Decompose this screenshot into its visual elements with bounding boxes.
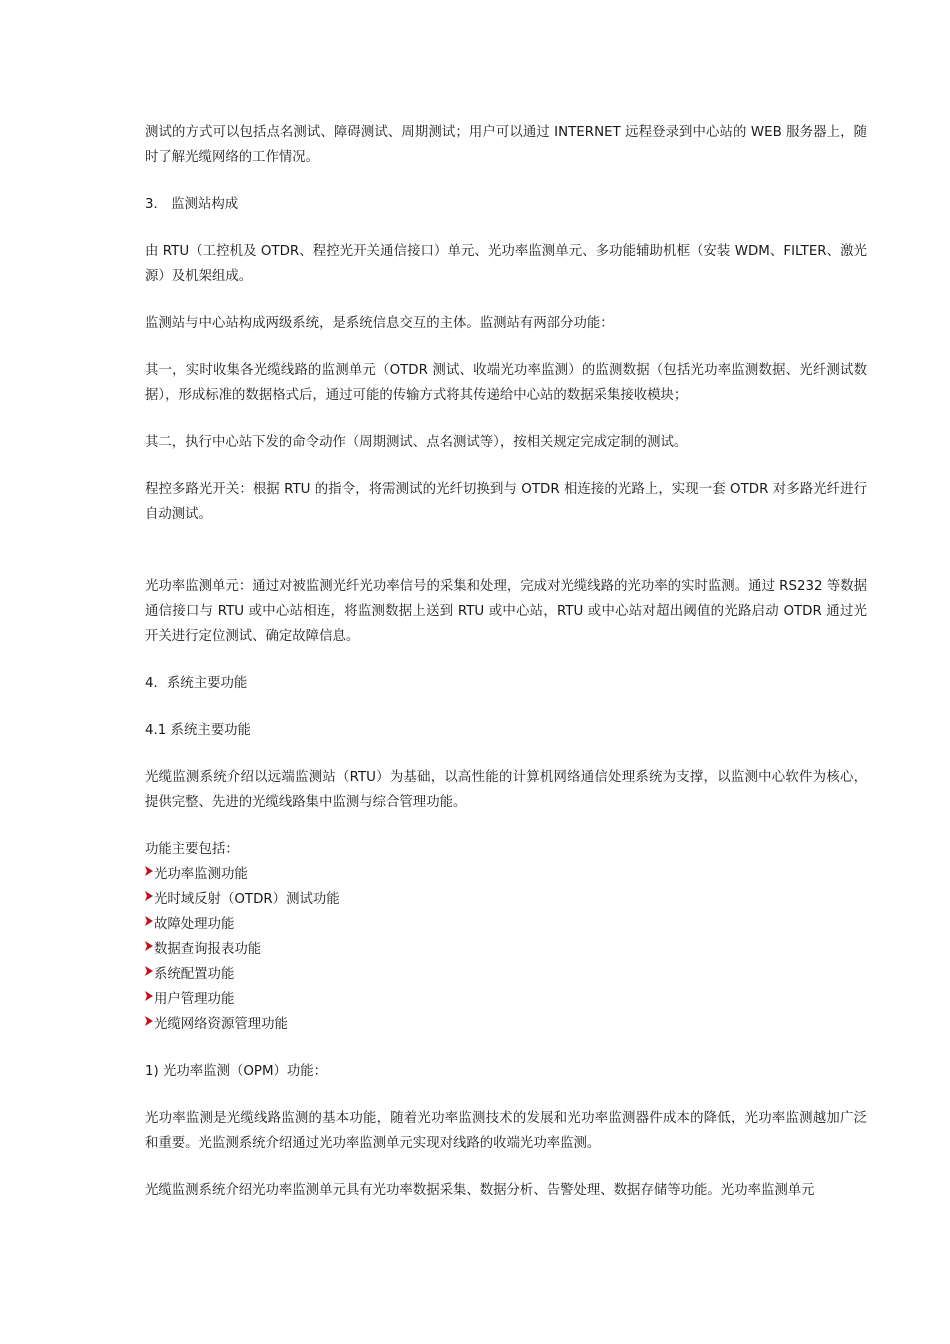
section-heading-monitoring-station: 3． 监测站构成 [145,197,239,212]
arrow-bullet-icon [145,891,153,901]
list-item [145,962,867,987]
list-item-label: 数据查询报表功能 [154,942,262,957]
arrow-bullet-icon [145,916,153,926]
section-heading-main-functions: 4．系统主要功能 [145,676,248,691]
paragraph-two-level-system: 监测站与中心站构成两级系统，是系统信息交互的主体。监测站有两部分功能： [145,316,614,331]
paragraph-system-intro: 光缆监测系统介绍以远端监测站（RTU）为基础，以高性能的计算机网络通信处理系统为支撑，以监测中心软件为核心，提供完整、先进的光缆线路集中监测与综合管理功能。 [145,770,867,810]
function-list-title: 功能主要包括： [145,842,239,857]
arrow-bullet-icon [145,866,153,876]
arrow-bullet-icon [145,941,153,951]
function-list [145,862,867,1037]
list-item [145,887,867,912]
paragraph-function-two: 其二，执行中心站下发的命令动作（周期测试、点名测试等），按相关规定完成定制的测试。 [145,435,688,450]
arrow-bullet-icon [145,966,153,976]
list-item [145,912,867,937]
list-item [145,1012,867,1037]
list-item-label: 光缆网络资源管理功能 [154,1017,288,1032]
list-item [145,862,867,887]
subsection-heading-main-functions: 4.1 系统主要功能 [145,723,251,738]
opm-heading: 1) 光功率监测（OPM）功能： [145,1064,328,1079]
document-page [145,120,867,1225]
list-item-label: 系统配置功能 [154,967,235,982]
list-item-label: 用户管理功能 [154,992,235,1007]
list-item-label: 故障处理功能 [154,917,235,932]
paragraph-test-methods: 测试的方式可以包括点名测试、障碍测试、周期测试；用户可以通过 INTERNET 远程登录到中心站的 WEB 服务器上，随时了解光缆网络的工作情况。 [145,125,867,165]
arrow-bullet-icon [145,991,153,1001]
paragraph-opm-basic: 光功率监测是光缆线路监测的基本功能，随着光功率监测技术的发展和光功率监测器件成本的降低，光功率监测越加广泛和重要。光监测系统介绍通过光功率监测单元实现对线路的收端光功率监测。 [145,1111,867,1151]
paragraph-opm-unit: 光缆监测系统介绍光功率监测单元具有光功率数据采集、数据分析、告警处理、数据存储等功能。光功率监测单元 [145,1183,815,1198]
arrow-bullet-icon [145,1016,153,1026]
list-item [145,987,867,1012]
list-item-label: 光功率监测功能 [154,867,248,882]
paragraph-power-monitor-unit: 光功率监测单元：通过对被监测光纤光功率信号的采集和处理，完成对光缆线路的光功率的实时监测。通过 RS232 等数据通信接口与 RTU 或中心站相连，将监测数据上送到 RTU 或中心站，RTU 或中心站对超出阈值的光路启动 OTDR 通过光开关进行定位测试、确定故障信息。 [145,579,867,644]
paragraph-station-composition: 由 RTU（工控机及 OTDR、程控光开关通信接口）单元、光功率监测单元、多功能辅助机框（安装 WDM、FILTER、激光源）及机架组成。 [145,244,867,284]
paragraph-function-one: 其一，实时收集各光缆线路的监测单元（OTDR 测试、收端光功率监测）的监测数据（包括光功率监测数据、光纤测试数据），形成标准的数据格式后，通过可能的传输方式将其传递给中心站的数据采集接收模块； [145,363,867,403]
list-item-label: 光时域反射（OTDR）测试功能 [154,892,340,907]
paragraph-optical-switch: 程控多路光开关：根据 RTU 的指令，将需测试的光纤切换到与 OTDR 相连接的光路上，实现一套 OTDR 对多路光纤进行自动测试。 [145,482,867,522]
list-item [145,937,867,962]
